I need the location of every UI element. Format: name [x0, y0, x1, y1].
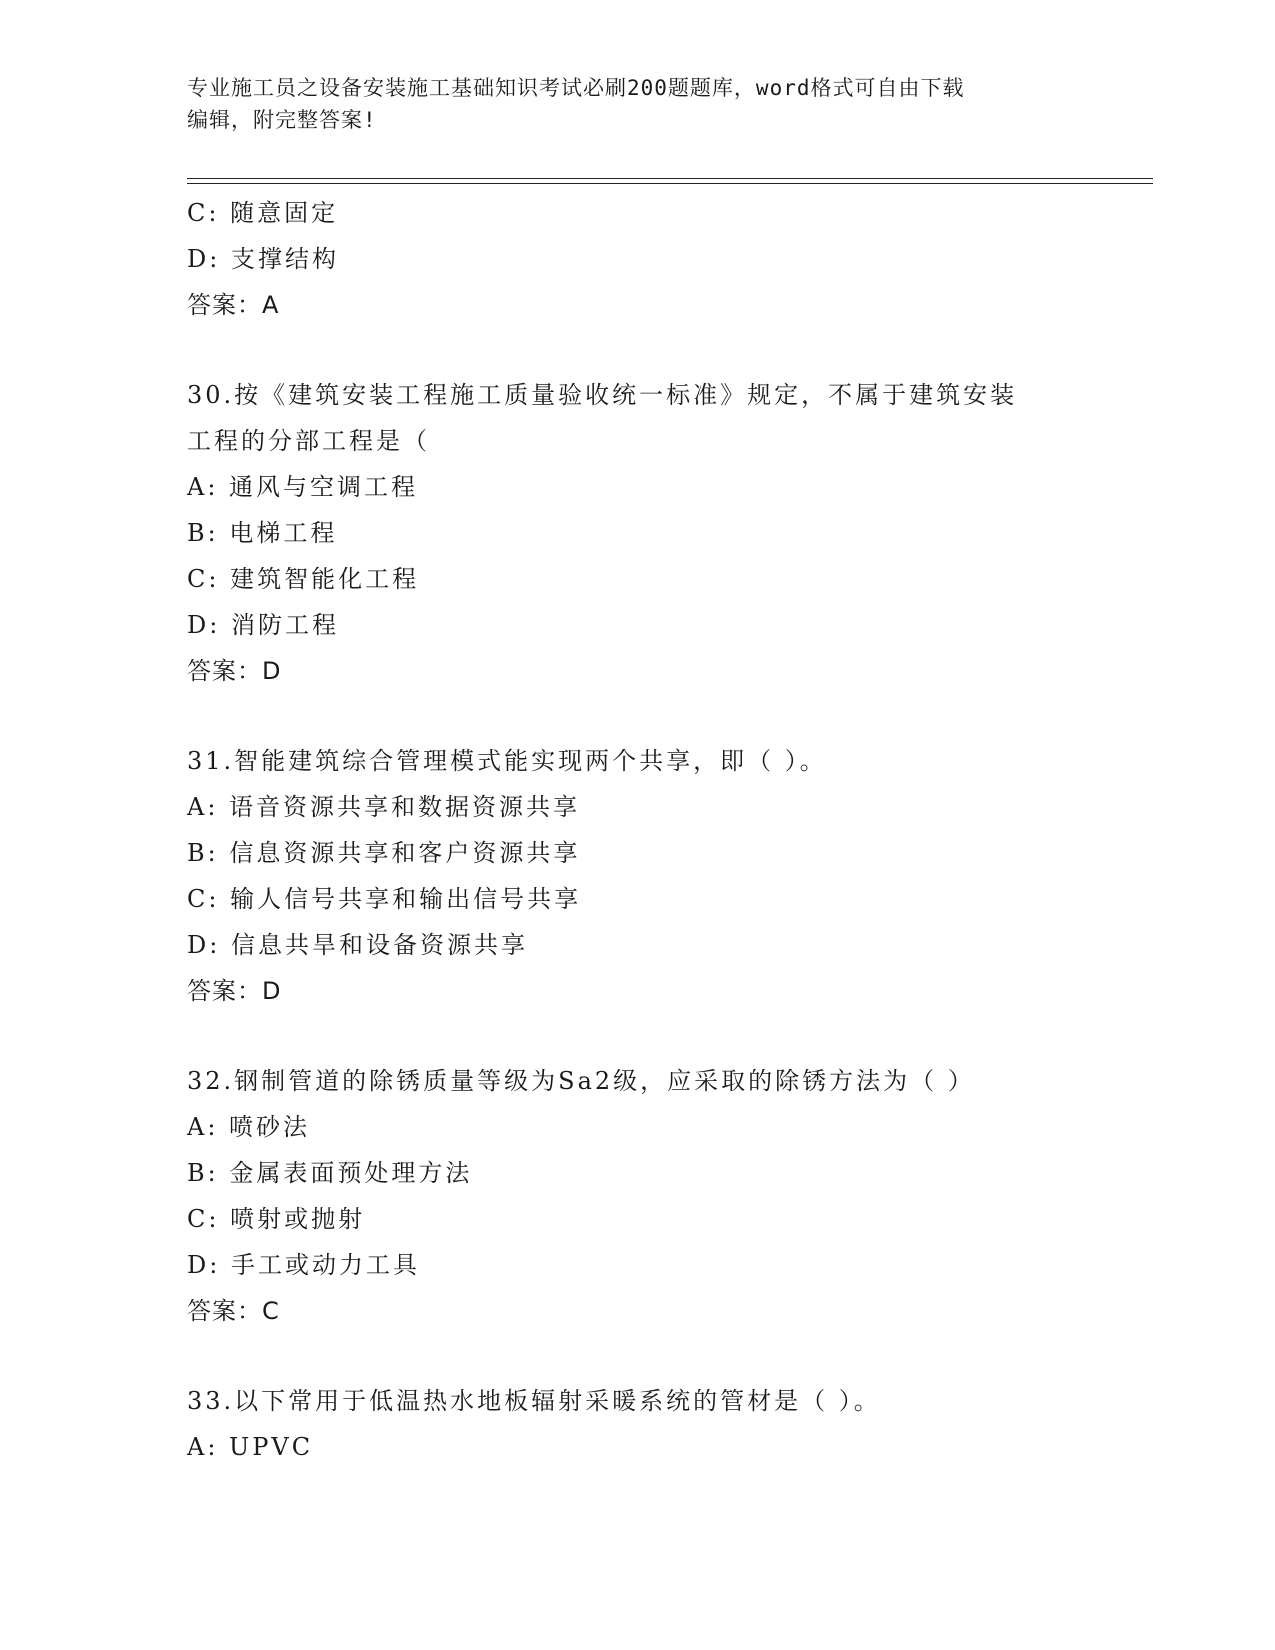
question-33: [187, 1378, 1127, 1470]
answer-line: 答案：A: [187, 291, 280, 319]
option-d: D: 信息共旱和设备资源共享: [187, 931, 528, 959]
option-d: D: 手工或动力工具: [187, 1251, 420, 1279]
spacer: [187, 694, 1127, 738]
question-stem: 31.智能建筑综合管理模式能实现两个共享，即（ ）。: [187, 747, 827, 775]
option-a: A: 通风与空调工程: [187, 473, 419, 501]
document-body: [187, 190, 1127, 1470]
header-line-1: 专业施工员之设备安装施工基础知识考试必刷200题题库，word格式可自由下载: [187, 76, 965, 100]
question-stem: 30.按《建筑安装工程施工质量验收统一标准》规定，不属于建筑安装: [187, 381, 1018, 409]
document-header: [187, 72, 1067, 136]
option-c: C: 随意固定: [187, 199, 339, 227]
option-b: B: 信息资源共享和客户资源共享: [187, 839, 581, 867]
header-line-2: 编辑，附完整答案!: [187, 108, 377, 132]
question-stem: 32.钢制管道的除锈质量等级为Sa2级，应采取的除锈方法为（ ）: [187, 1067, 975, 1095]
question-stem: 33.以下常用于低温热水地板辐射采暖系统的管材是（ ）。: [187, 1387, 881, 1415]
question-30: [187, 372, 1127, 694]
answer-line: 答案：C: [187, 1297, 280, 1325]
option-a: A: 语音资源共享和数据资源共享: [187, 793, 581, 821]
question-31: [187, 738, 1127, 1014]
spacer: [187, 1334, 1127, 1378]
question-32: [187, 1058, 1127, 1334]
option-d: D: 消防工程: [187, 611, 339, 639]
option-a: A: UPVC: [187, 1433, 314, 1461]
header-rule-bottom: [187, 183, 1153, 184]
option-c: C: 建筑智能化工程: [187, 565, 420, 593]
option-c: C: 输人信号共享和输出信号共享: [187, 885, 582, 913]
option-c: C: 喷射或抛射: [187, 1205, 366, 1233]
spacer: [187, 1014, 1127, 1058]
answer-line: 答案：D: [187, 977, 282, 1005]
question-stem: 工程的分部工程是（: [187, 427, 430, 455]
option-b: B: 电梯工程: [187, 519, 338, 547]
carry-over-question: [187, 190, 1127, 328]
spacer: [187, 328, 1127, 372]
option-d: D: 支撑结构: [187, 245, 339, 273]
option-b: B: 金属表面预处理方法: [187, 1159, 473, 1187]
answer-line: 答案：D: [187, 657, 282, 685]
header-rule-top: [187, 178, 1153, 179]
option-a: A: 喷砂法: [187, 1113, 311, 1141]
